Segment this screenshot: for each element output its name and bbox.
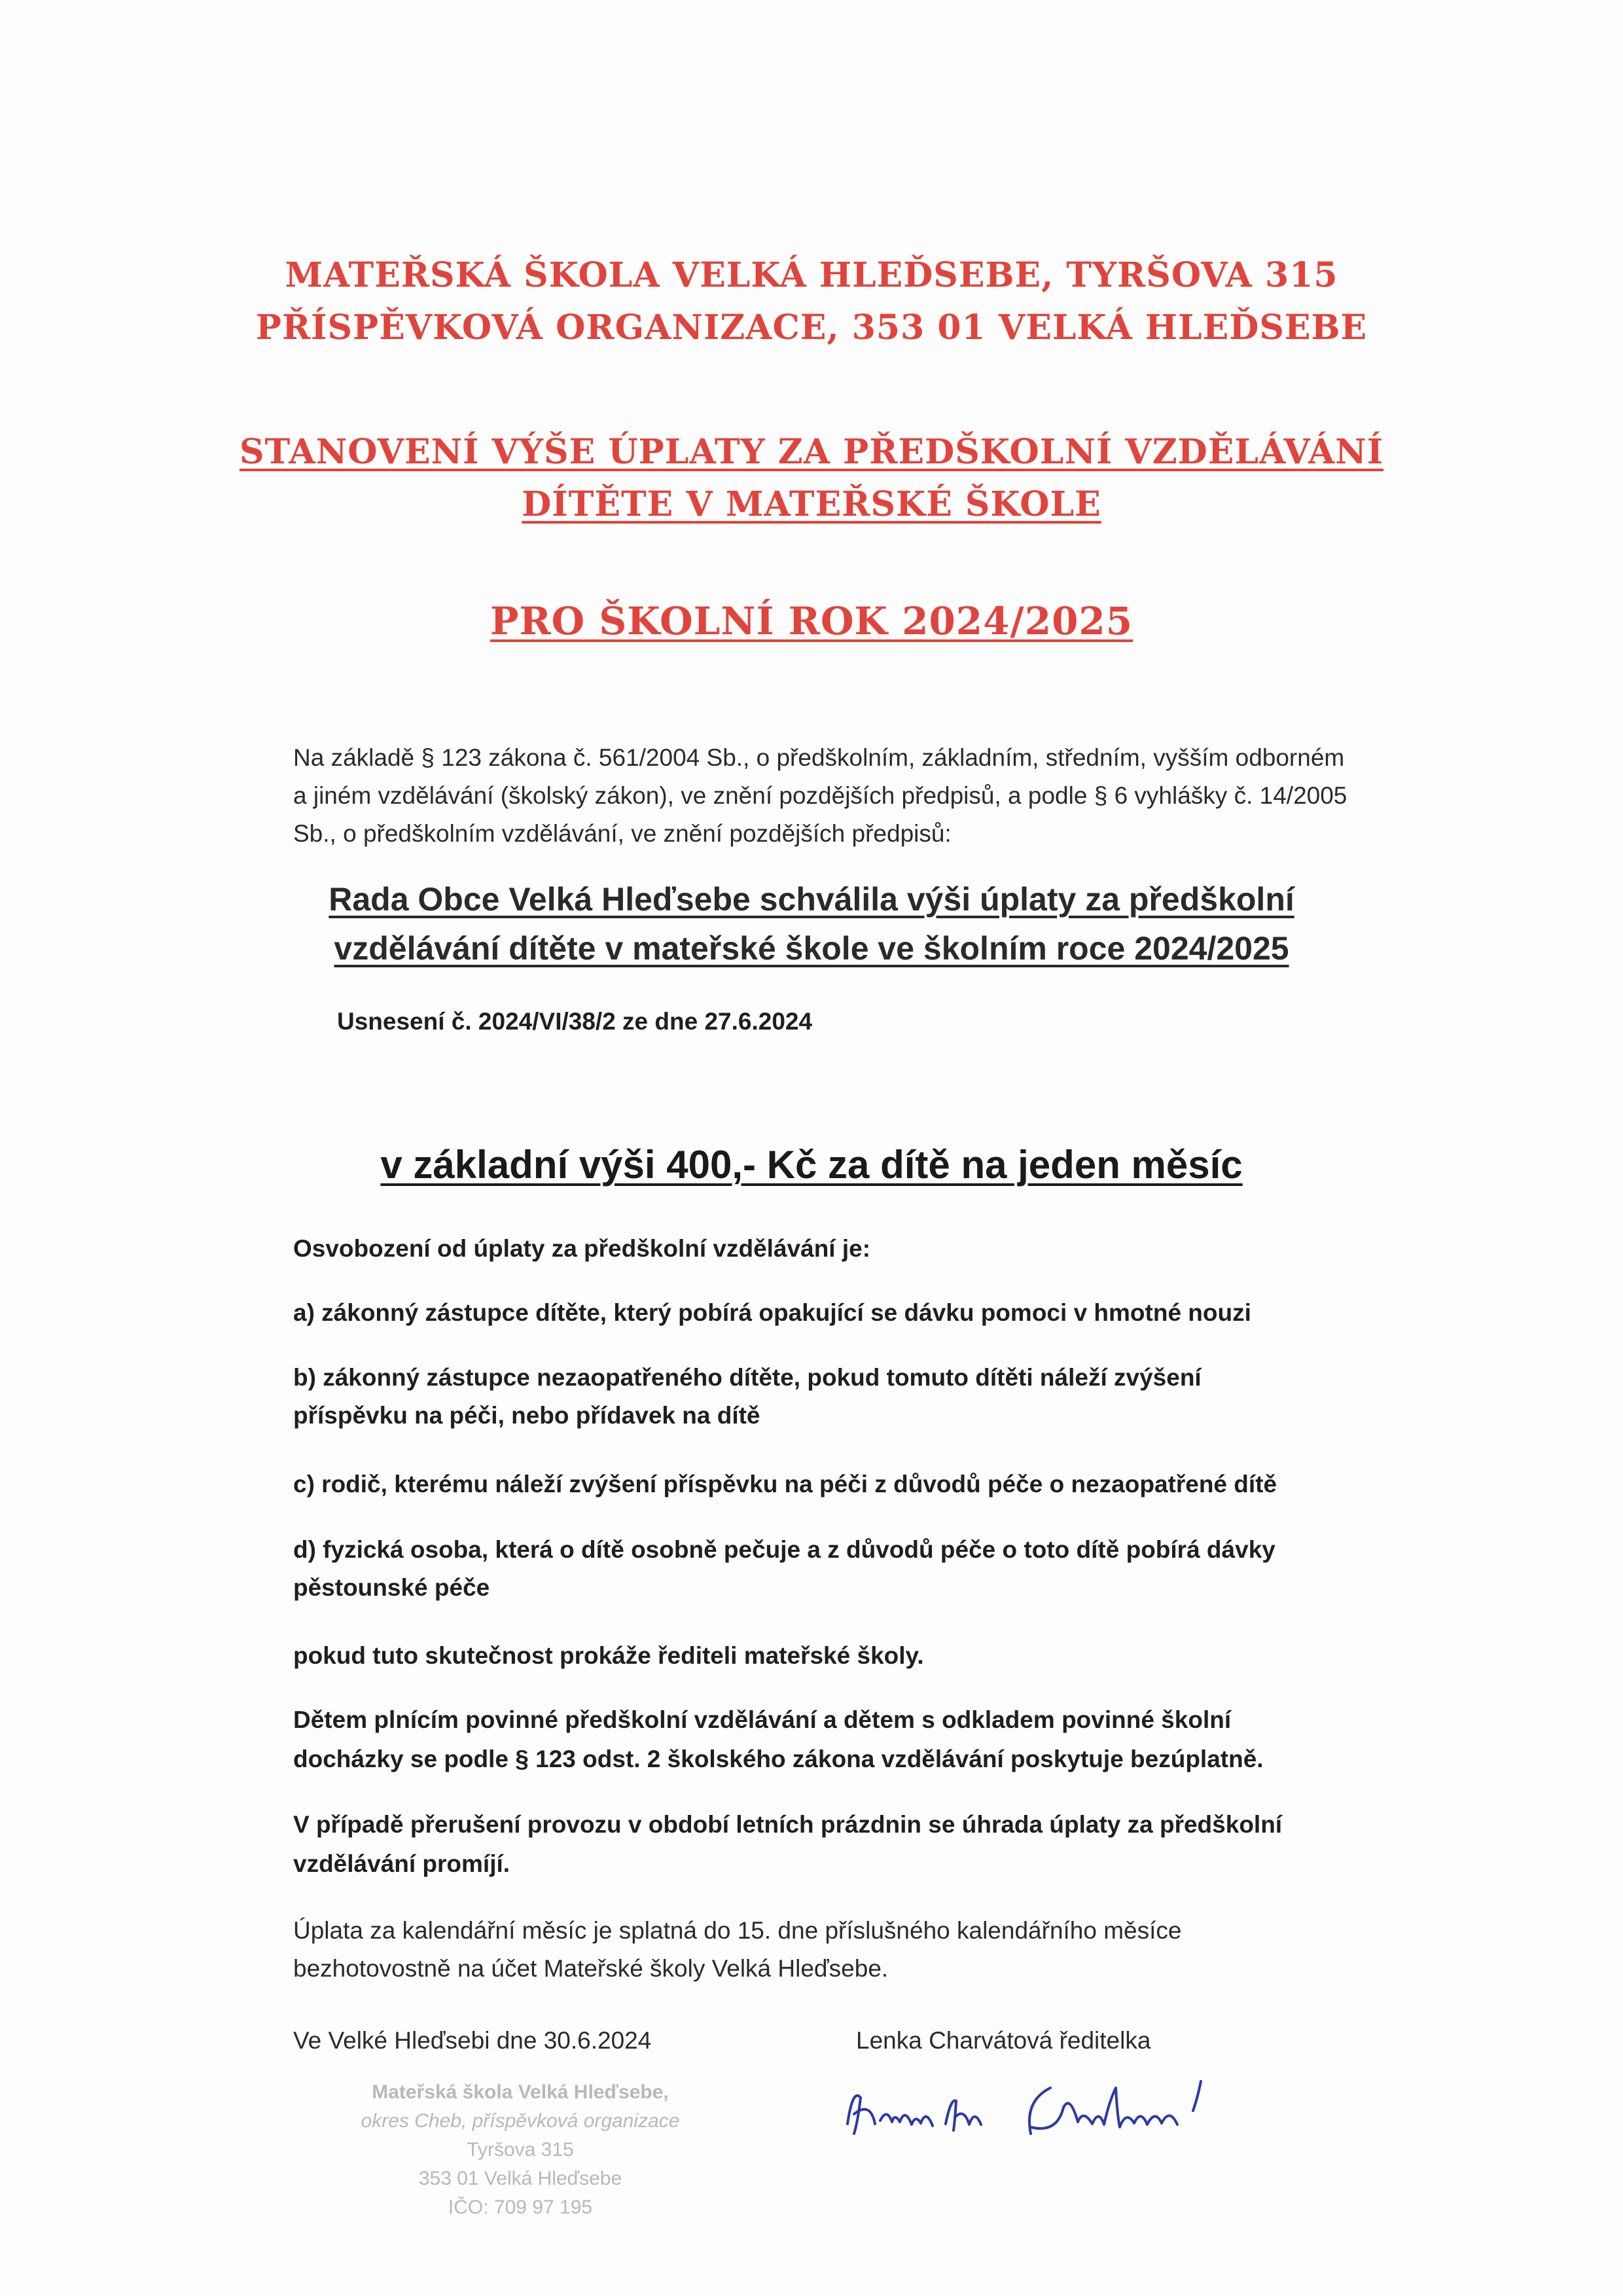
- school-stamp: [324, 2078, 717, 2222]
- intro-line3: Sb., o předškolním vzdělávání, ve znění pozdějších předpisů:: [293, 820, 952, 847]
- stamp-line2: okres Cheb, příspěvková organizace: [361, 2110, 680, 2132]
- decision-line2: vzdělávání dítěte v mateřské škole ve školním roce 2024/2025: [334, 930, 1289, 967]
- exemption-a: a) zákonný zástupce dítěte, který pobírá opakující se dávku pomoci v hmotné nouzi: [293, 1299, 1251, 1326]
- school-name-line2: PŘÍSPĚVKOVÁ ORGANIZACE, 353 01 VELKÁ HLEĎSEBE: [255, 308, 1368, 348]
- fee-amount: v základní výši 400,- Kč za dítě na jeden měsíc: [380, 1143, 1243, 1187]
- stamp-line3: Tyršova 315: [467, 2139, 574, 2161]
- exemption-b-line2: příspěvku na péči, nebo přídavek na dítě: [293, 1402, 760, 1429]
- school-name-line1: MATEŘSKÁ ŠKOLA VELKÁ HLEĎSEBE, TYRŠOVA 315: [285, 255, 1338, 295]
- free-line2: docházky se podle § 123 odst. 2 školského zákona vzdělávání poskytuje bezúplatně.: [293, 1746, 1264, 1772]
- place-and-date: Ve Velké Hleďsebi dne 30.6.2024: [293, 2027, 652, 2054]
- school-year-title: PRO ŠKOLNÍ ROK 2024/2025: [490, 599, 1133, 643]
- document-title-line1: STANOVENÍ VÝŠE ÚPLATY ZA PŘEDŠKOLNÍ VZDĚLÁVÁNÍ: [239, 432, 1384, 472]
- payment-line2: bezhotovostně na účet Mateřské školy Velká Hleďsebe.: [293, 1955, 889, 1982]
- resolution-number: Usnesení č. 2024/VI/38/2 ze dne 27.6.2024: [337, 1008, 813, 1035]
- exemption-d-line2: pěstounské péče: [293, 1574, 490, 1601]
- intro-line2: a jiném vzdělávání (školský zákon), ve znění pozdějších předpisů, a podle § 6 vyhlášky č. 14/2005: [293, 782, 1347, 809]
- stamp-line4: 353 01 Velká Hleďsebe: [418, 2168, 622, 2189]
- summer-line1: V případě přerušení provozu v období letních prázdnin se úhrada úplaty za předškolní: [293, 1811, 1283, 1838]
- decision-line1: Rada Obce Velká Hleďsebe schválila výši úplaty za předškolní: [329, 881, 1294, 918]
- exemption-d-line1: d) fyzická osoba, která o dítě osobně pečuje a z důvodů péče o toto dítě pobírá dávky: [293, 1536, 1275, 1563]
- document-title-line2: DÍTĚTE V MATEŘSKÉ ŠKOLE: [522, 484, 1101, 524]
- intro-line1: Na základě § 123 zákona č. 561/2004 Sb., o předškolním, základním, středním, vyšším odborném: [293, 744, 1345, 771]
- exemption-b-line1: b) zákonný zástupce nezaopatřeného dítěte, pokud tomuto dítěti náleží zvýšení: [293, 1364, 1202, 1391]
- handwritten-signature: [834, 2062, 1293, 2160]
- free-line1: Dětem plnícím povinné předškolní vzdělávání a dětem s odkladem povinné školní: [293, 1706, 1232, 1733]
- exemption-condition: pokud tuto skutečnost prokáže řediteli mateřské školy.: [293, 1642, 924, 1669]
- exemptions-heading: Osvobození od úplaty za předškolní vzdělávání je:: [293, 1235, 871, 1262]
- stamp-line5: IČO: 709 97 195: [448, 2197, 593, 2218]
- stamp-line1: Mateřská škola Velká Hleďsebe,: [372, 2081, 669, 2103]
- signatory-name: Lenka Charvátová ředitelka: [856, 2027, 1151, 2054]
- summer-line2: vzdělávání promíjí.: [293, 1850, 510, 1877]
- payment-line1: Úplata za kalendářní měsíc je splatná do 15. dne příslušného kalendářního měsíce: [293, 1917, 1182, 1944]
- exemption-c: c) rodič, kterému náleží zvýšení příspěvku na péči z důvodů péče o nezaopatřené dítě: [293, 1471, 1277, 1498]
